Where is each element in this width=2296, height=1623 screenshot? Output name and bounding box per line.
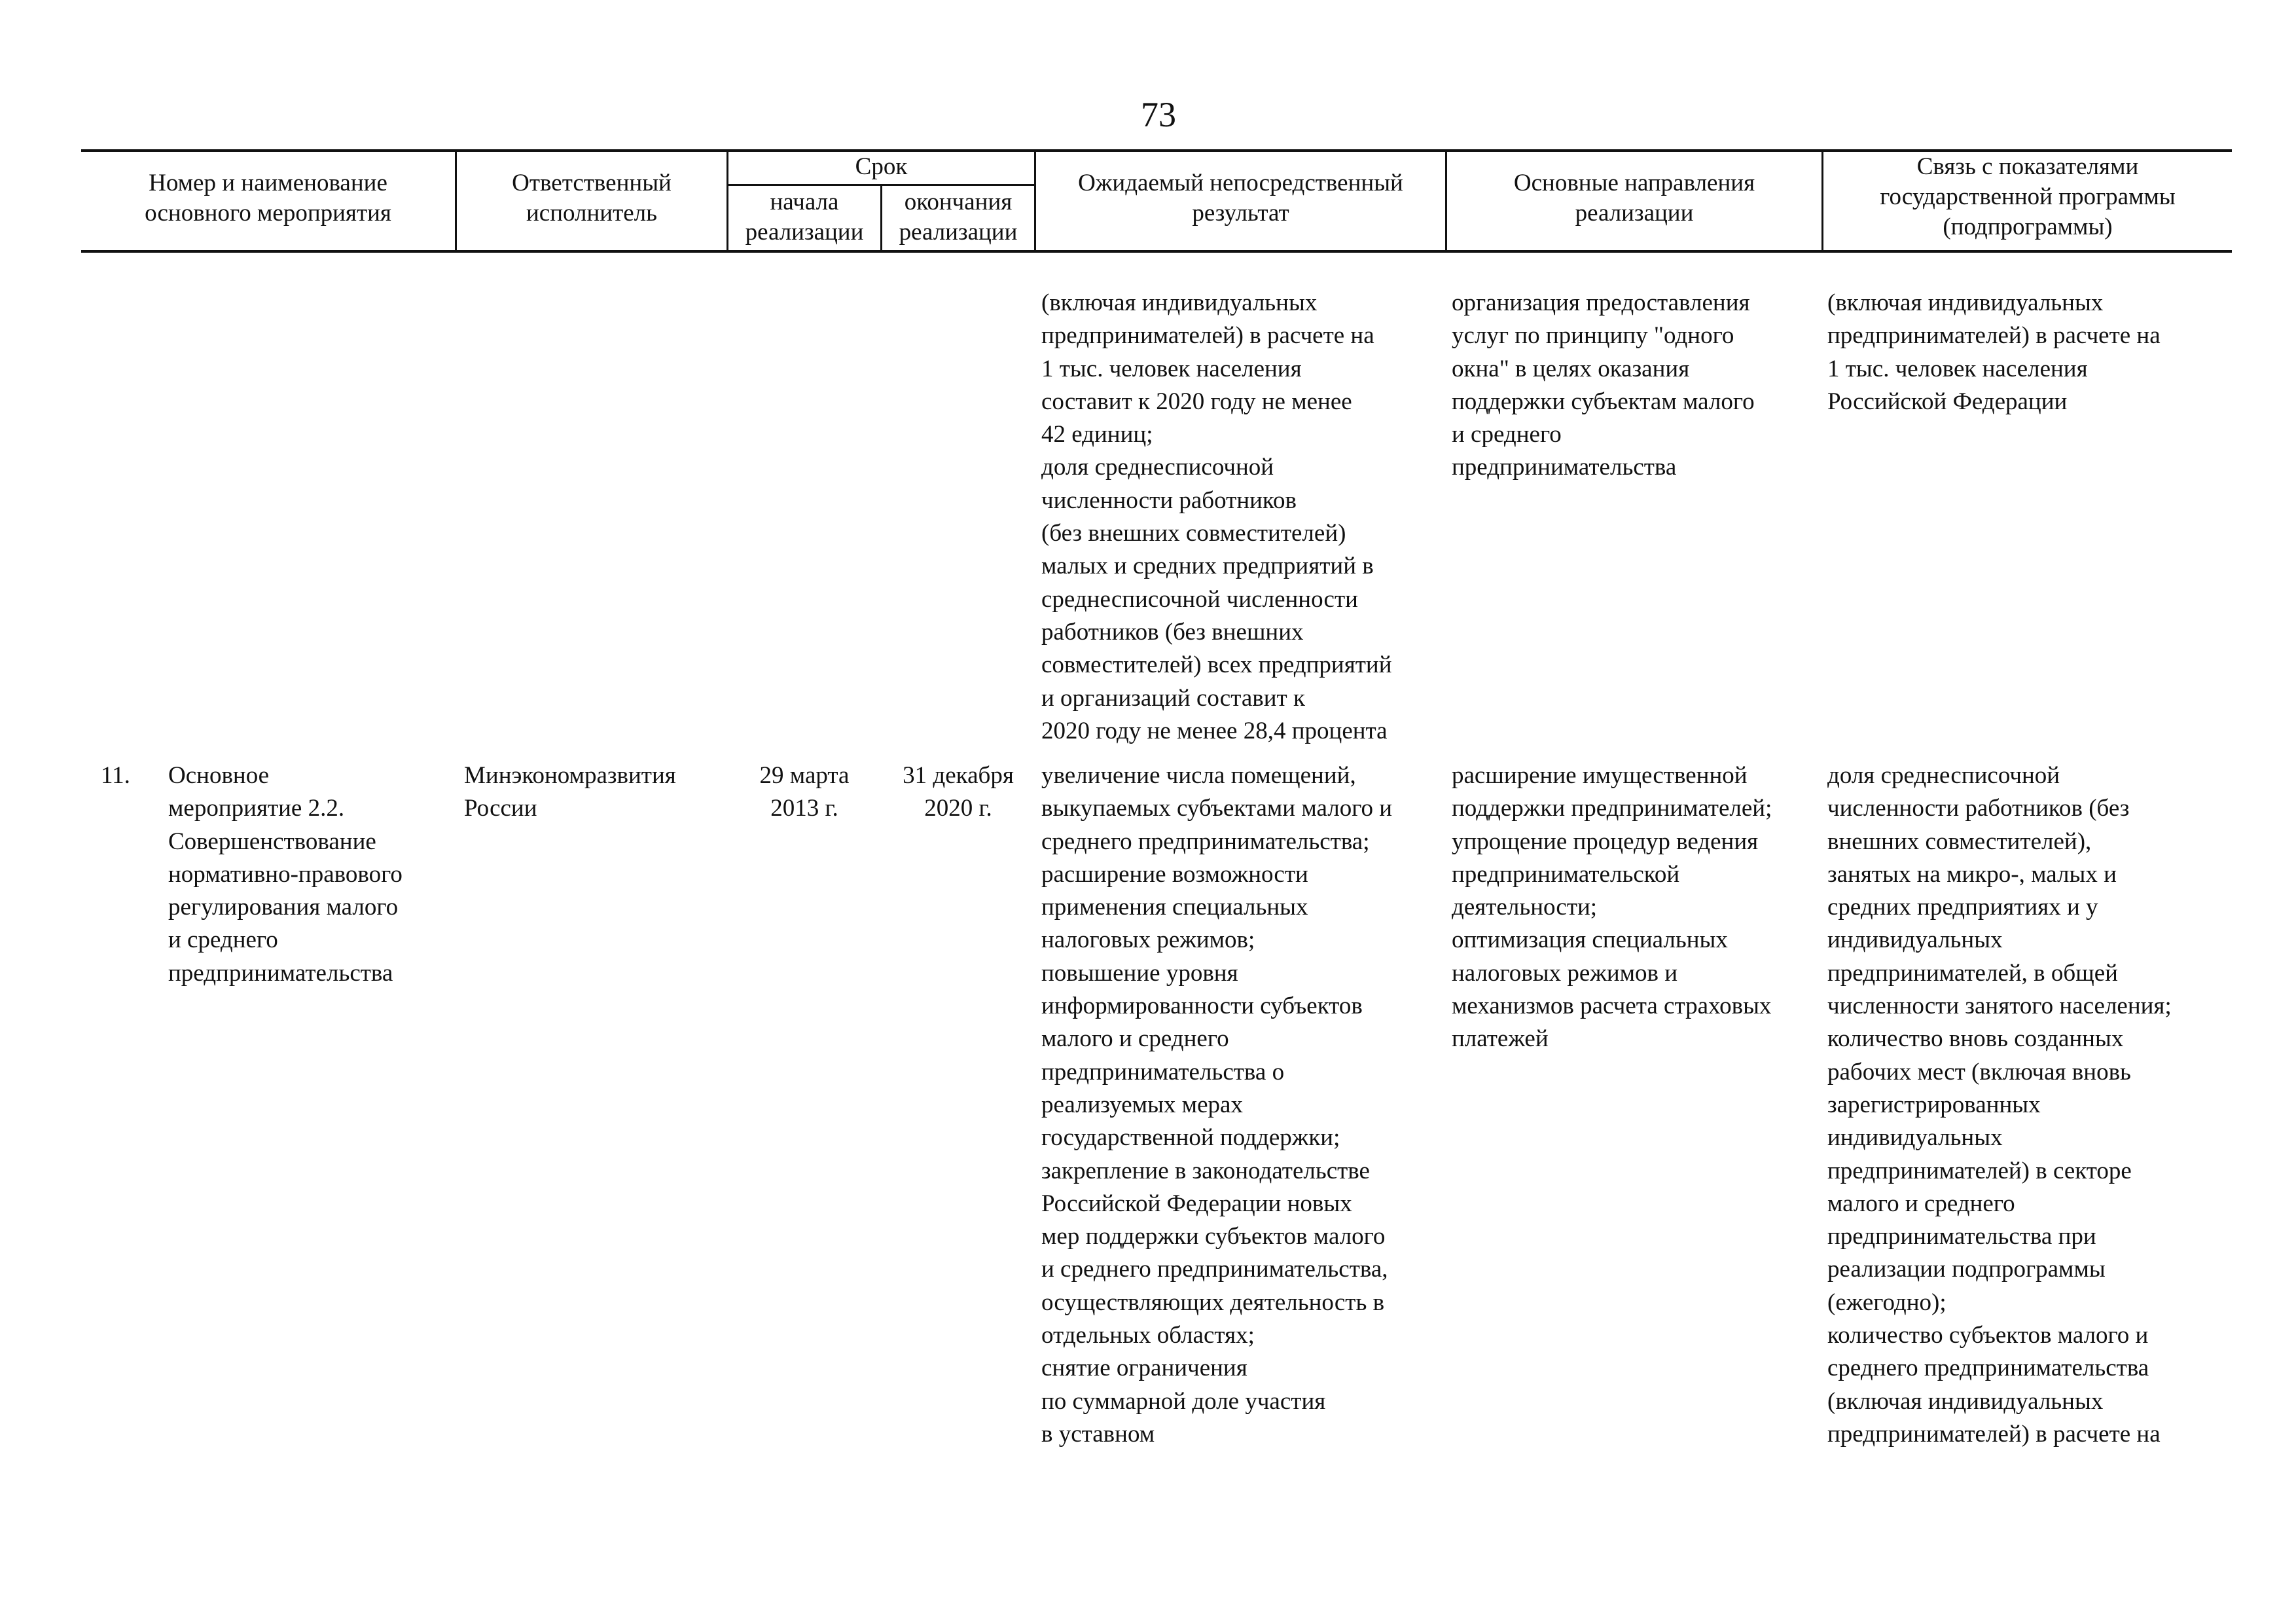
header-number-name: Номер и наименование основного мероприятия [145, 170, 391, 227]
row-11-end: 31 декабря 2020 г. [903, 762, 1014, 822]
continued-row-directions: организация предоставления услуг по принципу "одного окна" в целях оказания поддержки субъектам малого и среднего предпринимательства [1452, 289, 1755, 481]
row-11-result: увеличение числа помещений, выкупаемых субъектами малого и среднего предпринимательства; расширение возможности применения специальных налоговых режимов; повышение уровня информированности субъектов малого и среднего предпринимательства о реализуемых мерах государственной поддержки; закрепление в законодательстве Российской Федерации новых мер поддержки субъектов малого и среднего предпринимательства, осуществляющих деятельность в отдельных областях; снятие ограничения по суммарной доле участия в уставном [1041, 762, 1393, 1448]
table-header-bottom-border [81, 250, 2232, 253]
row-11-name: Основное мероприятие 2.2. Совершенствование нормативно-правового регулирования малого и среднего предпринимательства [168, 762, 403, 987]
continued-row-indicators: (включая индивидуальных предпринимателей) в расчете на 1 тыс. человек населения Российской Федерации [1827, 289, 2161, 415]
row-11-executor: Минэкономразвития России [464, 762, 676, 822]
row-11-indicators: доля среднесписочной численности работников (без внешних совместителей), занятых на микро-, малых и средних предприятиях и у индивидуальных предпринимателей, в общей численности занятого населения; количество вновь созданных рабочих мест (включая вновь зарегистрированных индивидуальных предпринимателей) в секторе малого и среднего предпринимательства при реализации подпрограммы (ежегодно); количество субъектов малого и среднего предпринимательства (включая индивидуальных предпринимателей) в расчете на [1827, 762, 2172, 1448]
row-11-number: 11. [101, 762, 130, 789]
header-result: Ожидаемый непосредственный результат [1078, 170, 1403, 227]
row-11-start: 29 марта 2013 г. [759, 762, 850, 822]
header-start: начала реализации [745, 189, 864, 246]
header-directions: Основные направления реализации [1513, 170, 1755, 227]
header-end: окончания реализации [899, 189, 1018, 246]
continued-row-result: (включая индивидуальных предпринимателей) в расчете на 1 тыс. человек населения составит к 2020 году не менее 42 единиц; доля среднесписочной численности работников (без внешних совместителей) малых и средних предприятий в среднесписочной численности работников (без внешних совместителей) всех предприятий и организаций составит к 2020 году не менее 28,4 процента [1041, 289, 1392, 744]
header-executor: Ответственный исполнитель [512, 170, 672, 227]
header-term: Срок [855, 153, 908, 180]
page-number: 73 [1141, 95, 1176, 134]
row-11-directions: расширение имущественной поддержки предпринимателей; упрощение процедур ведения предпринимательской деятельности; оптимизация специальных налоговых режимов и механизмов расчета страховых платежей [1452, 762, 1772, 1053]
header-indicators: Связь с показателями государственной программы (подпрограммы) [1880, 153, 2176, 240]
